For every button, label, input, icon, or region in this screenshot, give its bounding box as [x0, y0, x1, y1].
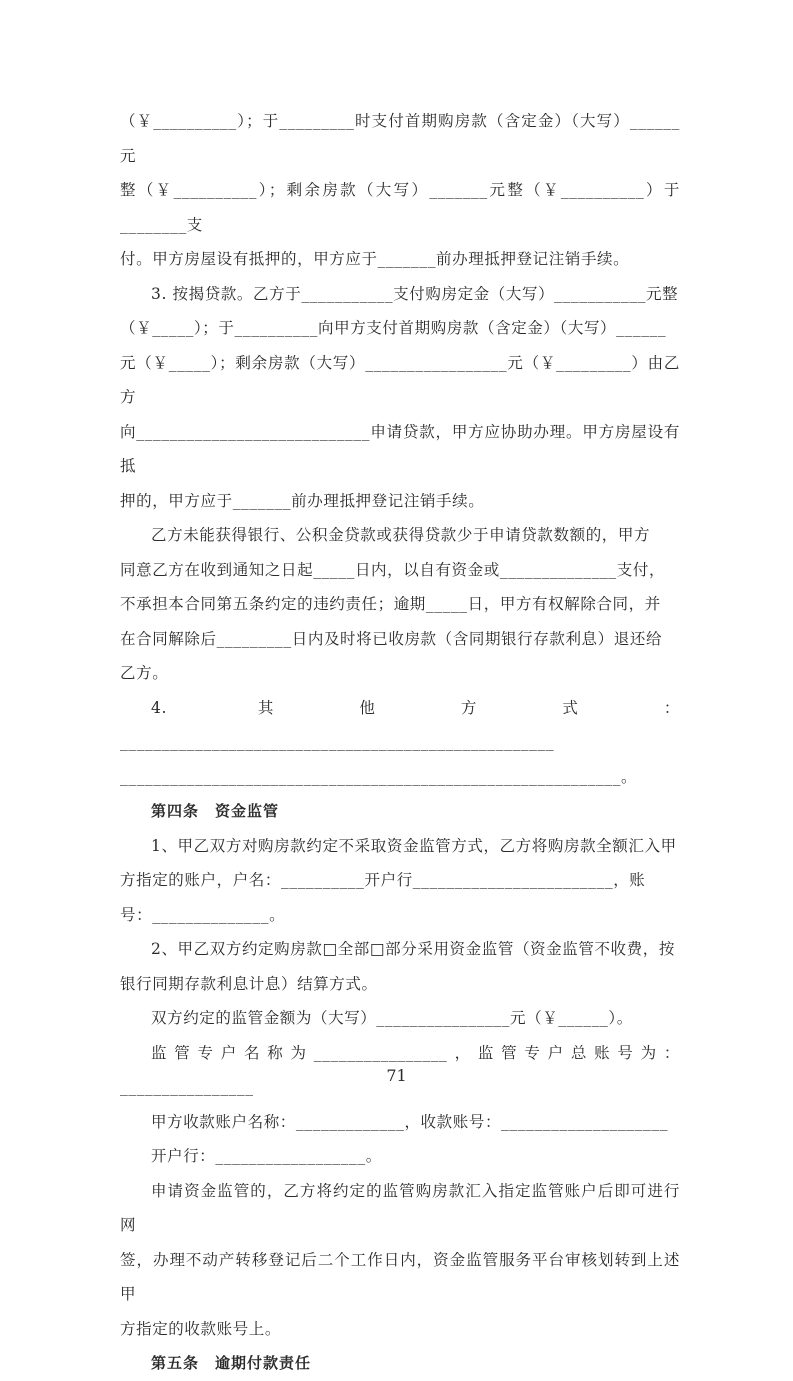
mortgage-clause-line: 元（￥_____）；剩余房款（大写）_________________元（￥_________）由乙方: [120, 353, 680, 406]
payment-clause-line: （￥__________）；于_________时支付首期购房款（含定金）（大写）______元: [120, 112, 680, 165]
supervision-note-line: 签，办理不动产转移登记后二个工作日内，资金监管服务平台审核划转到上述甲: [120, 1250, 680, 1303]
loan-failure-line: 乙方。: [120, 664, 169, 682]
supervision-clause-line: 1、甲乙双方对购房款约定不采取资金监管方式，乙方将购房款全额汇入甲: [151, 836, 677, 855]
mortgage-clause-line: （￥_____）；于__________向甲方支付首期购房款（含定金）（大写）______: [120, 319, 667, 337]
supervision-amount-line: 双方约定的监管金额为（大写）________________元（￥______）。: [151, 1009, 633, 1027]
supervision-note-line: 申请资金监管的，乙方将约定的监管购房款汇入指定监管账户后即可进行网: [120, 1181, 680, 1234]
mortgage-clause-line: 押的，甲方应于_______前办理抵押登记注销手续。: [120, 491, 485, 510]
other-method-line: 4. 其他方式：____________________________________________________: [120, 698, 680, 751]
payment-clause-line: 整（￥__________）；剩余房款（大写）_______元整（￥__________）于________支: [120, 181, 680, 234]
supervision-clause-line: 方指定的账户，户名：__________开户行________________________，账: [120, 871, 646, 889]
supervision-note-line: 方指定的收款账号上。: [120, 1319, 282, 1338]
mortgage-clause-line: 3. 按揭贷款。乙方于___________支付购房定金（大写）___________元整: [151, 284, 679, 303]
section-heading-article-5: 第五条 逾期付款责任: [151, 1354, 312, 1372]
supervision-account-line: 监管专户名称为________________，监管专户总账号为：________________: [120, 1043, 680, 1096]
page-number: 71: [386, 1066, 407, 1085]
section-heading-article-4: 第四条 资金监管: [151, 802, 280, 820]
loan-failure-line: 不承担本合同第五条约定的违约责任；逾期_____日，甲方有权解除合同，并: [120, 595, 661, 613]
contract-page-body: [120, 104, 680, 1381]
receiving-account-line: 甲方收款账户名称：_____________，收款账号：____________________: [151, 1112, 669, 1131]
bank-line: 开户行：__________________。: [151, 1147, 382, 1165]
supervision-clause-line: 2、甲乙双方约定购房款□全部□部分采用资金监管（资金监管不收费，按: [151, 940, 675, 958]
payment-clause-line: 付。甲方房屋设有抵押的，甲方应于_______前办理抵押登记注销手续。: [120, 250, 630, 268]
loan-failure-line: 同意乙方在收到通知之日起_____日内，以自有资金或______________支付，: [120, 560, 666, 579]
mortgage-clause-line: 向____________________________申请贷款，甲方应协助办理。甲方房屋设有抵: [120, 422, 680, 475]
other-method-line: ____________________________________________________________。: [120, 767, 638, 786]
loan-failure-line: 乙方未能获得银行、公积金贷款或获得贷款少于申请贷款数额的，甲方: [151, 526, 651, 544]
loan-failure-line: 在合同解除后_________日内及时将已收房款（含同期银行存款利息）退还给: [120, 629, 663, 648]
supervision-clause-line: 号：______________。: [120, 905, 286, 924]
supervision-clause-line: 银行同期存款利息计息）结算方式。: [120, 974, 378, 993]
